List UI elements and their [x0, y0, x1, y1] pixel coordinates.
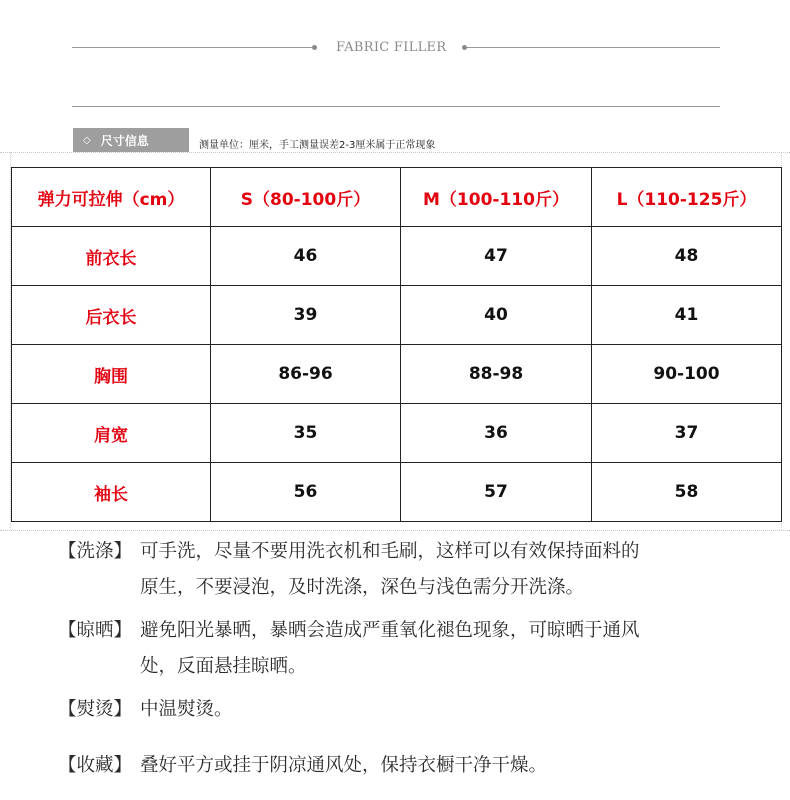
care-tag-storage: 【收藏】: [58, 755, 133, 776]
care-drying: [58, 613, 640, 685]
row-label-shoulder: 肩宽: [12, 404, 211, 463]
cell-value: 47: [401, 227, 592, 286]
care-text: 处，反面悬挂晾晒。: [140, 656, 307, 677]
row-label-front-length: 前衣长: [12, 227, 211, 286]
guide-line-top: [0, 152, 790, 153]
table-row: [12, 463, 782, 522]
cell-value: 88-98: [401, 345, 592, 404]
unit-note: 测量单位：厘米，手工测量误差2-3厘米属于正常现象: [199, 140, 436, 151]
table-header-row: [12, 168, 782, 227]
row-label-sleeve: 袖长: [12, 463, 211, 522]
care-washing: [58, 534, 640, 606]
cell-value: 35: [211, 404, 401, 463]
care-text: 叠好平方或挂于阴凉通风处，保持衣橱干净干燥。: [140, 755, 548, 776]
care-text: 中温熨烫。: [140, 699, 233, 720]
table-row: [12, 227, 782, 286]
cell-value: 40: [401, 286, 592, 345]
cell-value: 39: [211, 286, 401, 345]
cell-value: 37: [592, 404, 782, 463]
row-label-back-length: 后衣长: [12, 286, 211, 345]
care-text: 可手洗，尽量不要用洗衣机和毛刷，这样可以有效保持面料的: [140, 541, 640, 562]
header-cell-size-l: L（110-125斤）: [592, 168, 782, 227]
cell-value: 36: [401, 404, 592, 463]
table-row: [12, 404, 782, 463]
table-row: [12, 345, 782, 404]
size-info-label: 尺寸信息: [100, 133, 149, 148]
cell-value: 56: [211, 463, 401, 522]
size-table: [11, 167, 782, 522]
header-cell-stretch: 弹力可拉伸（cm）: [12, 168, 211, 227]
header-cell-size-s: S（80-100斤）: [211, 168, 401, 227]
header-cell-size-m: M（100-110斤）: [401, 168, 592, 227]
cell-value: 57: [401, 463, 592, 522]
care-storage: [58, 748, 547, 784]
header-line-right: [467, 47, 720, 48]
care-text: 原生，不要浸泡，及时洗涤，深色与浅色需分开洗涤。: [140, 577, 585, 598]
row-label-bust: 胸围: [12, 345, 211, 404]
cell-value: 41: [592, 286, 782, 345]
cell-value: 46: [211, 227, 401, 286]
care-tag-ironing: 【熨烫】: [58, 699, 133, 720]
header-divider: [72, 106, 720, 107]
care-tag-drying: 【晾晒】: [58, 620, 133, 641]
size-info-tag: [73, 128, 189, 152]
guide-line-bottom: [0, 530, 790, 531]
care-tag-washing: 【洗涤】: [58, 541, 133, 562]
care-text: 避免阳光暴晒，暴晒会造成严重氧化褪色现象，可晾晒于通风: [140, 620, 640, 641]
header-dot-left: [312, 45, 317, 50]
cell-value: 58: [592, 463, 782, 522]
table-row: [12, 286, 782, 345]
header-line-left: [72, 47, 316, 48]
cell-value: 90-100: [592, 345, 782, 404]
care-ironing: [58, 692, 233, 728]
diamond-icon: ◇: [83, 134, 91, 146]
cell-value: 86-96: [211, 345, 401, 404]
page-title: FABRIC FILLER: [336, 40, 447, 55]
cell-value: 48: [592, 227, 782, 286]
